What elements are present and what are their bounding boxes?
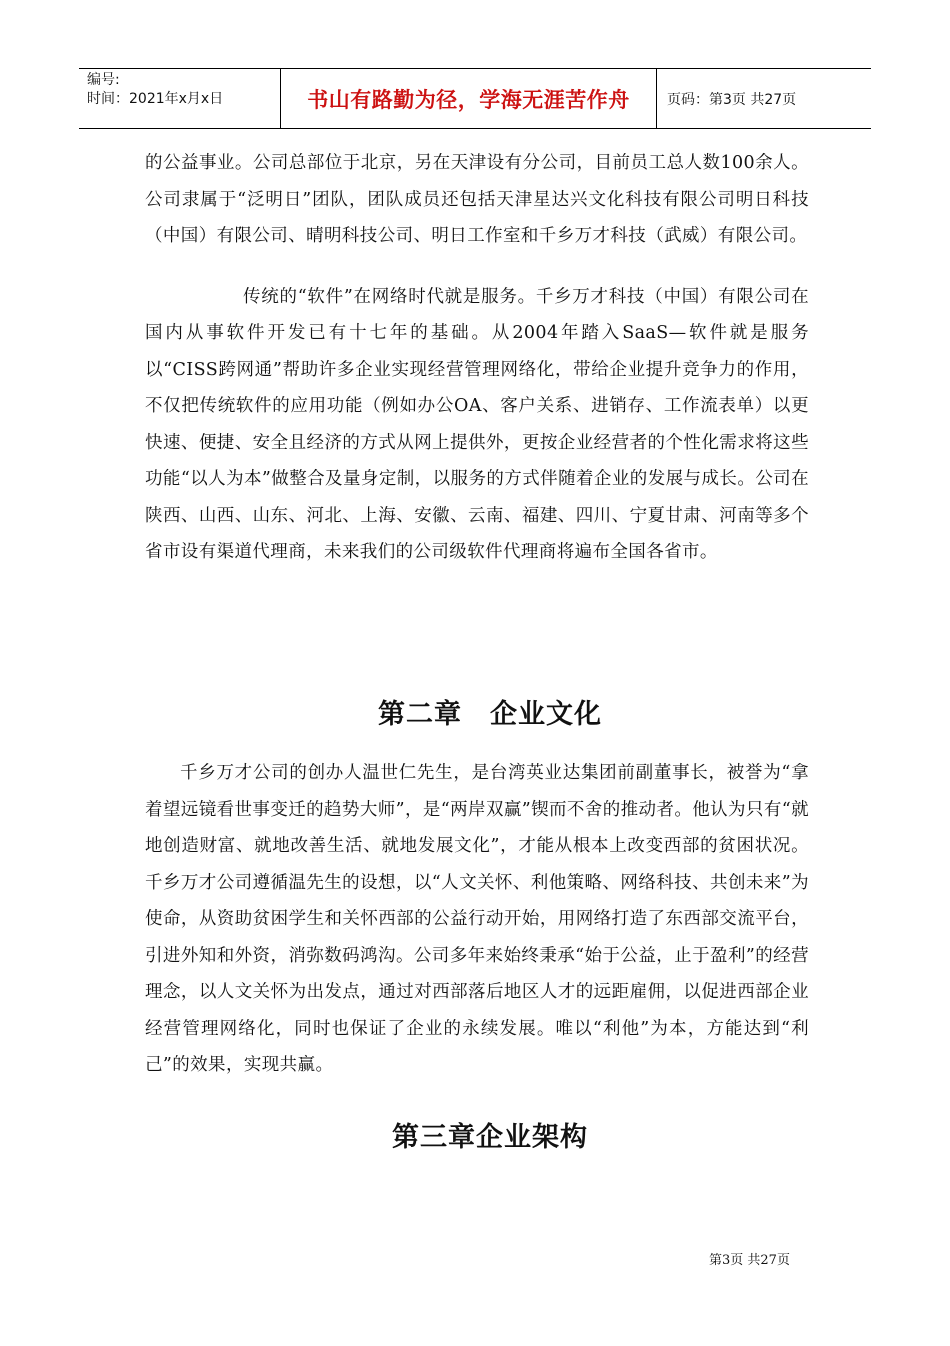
paragraph-corporate-culture: 千乡万才公司的创办人温世仁先生，是台湾英业达集团前副董事长，被誉为“拿着望远镜看世事变迁的趋势大师”，是“两岸双赢”锲而不舍的推动者。他认为只有“就地创造财富、就地改善生活、就地发展文化”，才能从根本上改变西部的贫困状况。千乡万才公司遵循温先生的设想，以“人文关怀、利他策略、网络科技、共创未来”为使命，从资助贫困学生和关怀西部的公益行动开始，用网络打造了东西部交流平台，引进外知和外资，消弥数码鸿沟。公司多年来始终秉承“始于公益，止于盈利”的经营理念，以人文关怀为出发点，通过对西部落后地区人才的远距雇佣，以促进西部企业经营管理网络化，同时也保证了企业的永续发展。唯以“利他”为本，方能达到“利己”的效果，实现共赢。 — [145, 763, 809, 1075]
chapter-2-title: 第二章 企业文化 — [378, 699, 602, 730]
paragraph-company-overview: 的公益事业。公司总部位于北京，另在天津设有分公司，目前员工总人数100余人。公司隶属于“泛明日”团队，团队成员还包括天津星达兴文化科技有限公司明日科技（中国）有限公司、晴明科技公司、明日工作室和千乡万才科技（武威）有限公司。 — [145, 153, 809, 246]
page-footer: 第3页 共27页 — [709, 1253, 790, 1268]
paragraph-software-service: 传统的“软件”在网络时代就是服务。千乡万才科技（中国）有限公司在国内从事软件开发已有十七年的基础。从2004年踏入SaaS—软件就是服务以“CISS跨网通”帮助许多企业实现经营管理网络化，带给企业提升竞争力的作用，不仅把传统软件的应用功能（例如办公OA、客户关系、进销存、工作流表单）以更快速、便捷、安全且经济的方式从网上提供外，更按企业经营者的个性化需求将这些功能“以人为本”做整合及量身定制，以服务的方式伴随着企业的发展与成长。公司在陕西、山西、山东、河北、上海、安徽、云南、福建、四川、宁夏甘肃、河南等多个省市设有渠道代理商，未来我们的公司级软件代理商将遍布全国各省市。 — [145, 286, 809, 562]
document-date: 时间：2021年x月x日 — [87, 91, 224, 107]
header-page-info: 页码：第3页 共27页 — [667, 91, 797, 108]
page-header — [79, 68, 871, 129]
document-body-top — [145, 145, 809, 571]
chapter-3-title: 第三章企业架构 — [392, 1122, 588, 1153]
header-meta — [79, 69, 281, 128]
document-body-culture — [145, 755, 809, 1084]
header-motto: 书山有路勤为径，学海无涯苦作舟 — [281, 69, 657, 128]
document-number-label: 编号: — [87, 72, 120, 88]
